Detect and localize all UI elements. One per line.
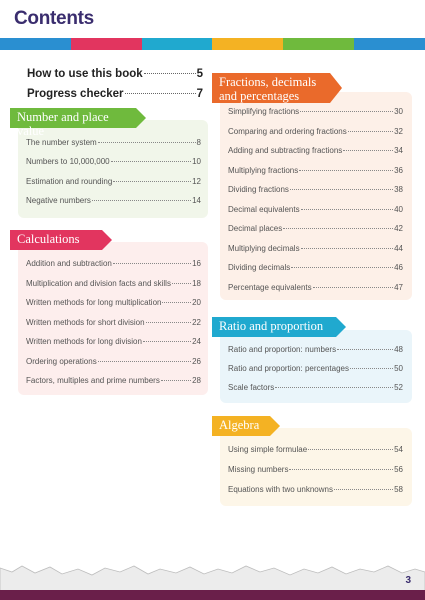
leader-dots [334,489,393,490]
toc-entry[interactable] [228,107,403,116]
page-title: Contents [14,8,94,29]
leader-dots [113,263,191,264]
leader-dots [350,368,393,369]
page-number: 3 [405,575,411,586]
toc-entry-page: 48 [394,345,403,354]
toc-entry[interactable] [228,166,403,175]
toc-entry-label: Addition and subtraction [26,259,112,268]
leader-dots [172,283,191,284]
toc-entry[interactable] [228,364,403,373]
section-title: Number and place value [17,110,109,139]
toc-entry-label: Ordering operations [26,357,97,366]
leader-dots [98,361,191,362]
leader-dots [289,469,393,470]
toc-entry[interactable] [26,298,201,307]
leader-dots [291,267,393,268]
toc-entry-page: 18 [192,279,201,288]
toc-entry-label: Multiplying fractions [228,166,299,175]
toc-entry-page: 26 [192,357,201,366]
leader-dots [161,380,191,381]
toc-entry-label: Progress checker [27,88,124,100]
section-banner-number-place-value [10,108,136,139]
toc-entry-label: Using simple formulae [228,445,308,454]
toc-entry[interactable] [228,383,403,392]
stripe-segment [0,38,71,50]
toc-entry-page: 8 [196,138,201,147]
leader-dots [143,341,191,342]
toc-entry-page: 34 [394,146,403,155]
toc-entry-page: 24 [192,337,201,346]
stripe-segment [354,38,425,50]
toc-entry-label: Negative numbers [26,196,91,205]
toc-entry-label: Equations with two unknowns [228,485,333,494]
toc-entry[interactable] [26,357,201,366]
toc-entry-page: 46 [394,263,403,272]
torn-paper-edge [0,560,425,600]
toc-entry-label: Written methods for long multiplication [26,298,162,307]
leader-dots [301,209,394,210]
toc-entry[interactable] [26,318,201,327]
toc-entry-label: Written methods for short division [26,318,145,327]
toc-entry-page: 56 [394,465,403,474]
toc-entry-page: 54 [394,445,403,454]
leader-dots [146,322,192,323]
toc-entry-page: 14 [192,196,201,205]
toc-entry-progress-checker[interactable] [27,88,203,100]
section-banner-ratio [212,317,336,337]
toc-entry[interactable] [228,445,403,454]
toc-entry-label: Percentage equivalents [228,283,312,292]
leader-dots [343,150,393,151]
leader-dots [144,73,196,74]
leader-dots [299,170,393,171]
toc-entry[interactable] [228,127,403,136]
toc-entry-label: Written methods for long division [26,337,142,346]
toc-entry-label: Scale factors [228,383,275,392]
section-title: Ratio and proportion [219,319,324,333]
toc-entry-label: Simplifying fractions [228,107,300,116]
leader-dots [113,181,191,182]
toc-entry-label: Dividing decimals [228,263,291,272]
toc-entry-page: 36 [394,166,403,175]
toc-entry[interactable] [26,279,201,288]
leader-dots [337,349,393,350]
toc-entry-page: 28 [192,376,201,385]
toc-entry-page: 30 [394,107,403,116]
toc-entry-page: 47 [394,283,403,292]
toc-entry-page: 22 [192,318,201,327]
leader-dots [313,287,393,288]
toc-entry-label: How to use this book [27,68,143,80]
section-title: Algebra [219,418,260,432]
toc-entry-label: Decimal places [228,224,283,233]
toc-entry[interactable] [228,345,403,354]
toc-entry[interactable] [26,376,201,385]
section-banner-algebra [212,416,270,436]
toc-entry-label: Factors, multiples and prime numbers [26,376,160,385]
toc-entry-page: 38 [394,185,403,194]
toc-entry-label: Multiplication and division facts and skills [26,279,171,288]
leader-dots [290,189,393,190]
toc-entry-label: Comparing and ordering fractions [228,127,347,136]
toc-entry-page: 42 [394,224,403,233]
toc-entry-label: Estimation and rounding [26,177,113,186]
leader-dots [301,248,394,249]
toc-entry[interactable] [26,177,201,186]
toc-entry[interactable] [228,465,403,474]
section-title-line-2: and percentages [219,89,300,104]
leader-dots [98,142,196,143]
toc-entry-label: Adding and subtracting fractions [228,146,343,155]
section-banner-fractions [212,73,330,103]
toc-entry-label: Ratio and proportion: numbers [228,345,337,354]
toc-entry-page: 40 [394,205,403,214]
toc-entry[interactable] [26,337,201,346]
toc-entry-page: 44 [394,244,403,253]
toc-entry[interactable] [26,196,201,205]
toc-entry-how-to-use[interactable] [27,68,203,80]
toc-entry[interactable] [26,259,201,268]
toc-entry[interactable] [26,138,201,147]
toc-entry-page: 52 [394,383,403,392]
toc-entry[interactable] [228,263,403,272]
toc-entry-label: The number system [26,138,97,147]
toc-entry[interactable] [228,224,403,233]
stripe-segment [212,38,283,50]
toc-entry-page: 58 [394,485,403,494]
section-title-line-1: Fractions, decimals [219,75,317,89]
toc-entry[interactable] [228,244,403,253]
toc-entry-page: 10 [192,157,201,166]
leader-dots [125,93,196,94]
toc-entry-page: 32 [394,127,403,136]
leader-dots [275,387,393,388]
stripe-segment [142,38,213,50]
leader-dots [92,200,191,201]
toc-entry[interactable] [228,146,403,155]
toc-entry-page: 7 [196,88,203,100]
toc-entry-label: Missing numbers [228,465,289,474]
section-banner-calculations [10,230,102,250]
color-stripe [0,38,425,50]
toc-entry[interactable] [228,283,403,292]
toc-entry-label: Dividing fractions [228,185,289,194]
leader-dots [111,161,191,162]
leader-dots [283,228,393,229]
toc-entry-page: 16 [192,259,201,268]
toc-entry-page: 20 [192,298,201,307]
leader-dots [162,302,191,303]
toc-entry[interactable] [228,485,403,494]
toc-entry-label: Decimal equivalents [228,205,300,214]
toc-entry-page: 50 [394,364,403,373]
toc-entry-label: Multiplying decimals [228,244,300,253]
toc-entry[interactable] [228,205,403,214]
leader-dots [308,449,393,450]
leader-dots [300,111,393,112]
toc-entry-page: 5 [196,68,203,80]
toc-entry[interactable] [26,157,201,166]
toc-entry-page: 12 [192,177,201,186]
leader-dots [348,131,393,132]
toc-entry-label: Numbers to 10,000,000 [26,157,110,166]
toc-entry-label: Ratio and proportion: percentages [228,364,349,373]
stripe-segment [71,38,142,50]
stripe-segment [283,38,354,50]
toc-entry[interactable] [228,185,403,194]
section-title: Calculations [17,232,80,246]
